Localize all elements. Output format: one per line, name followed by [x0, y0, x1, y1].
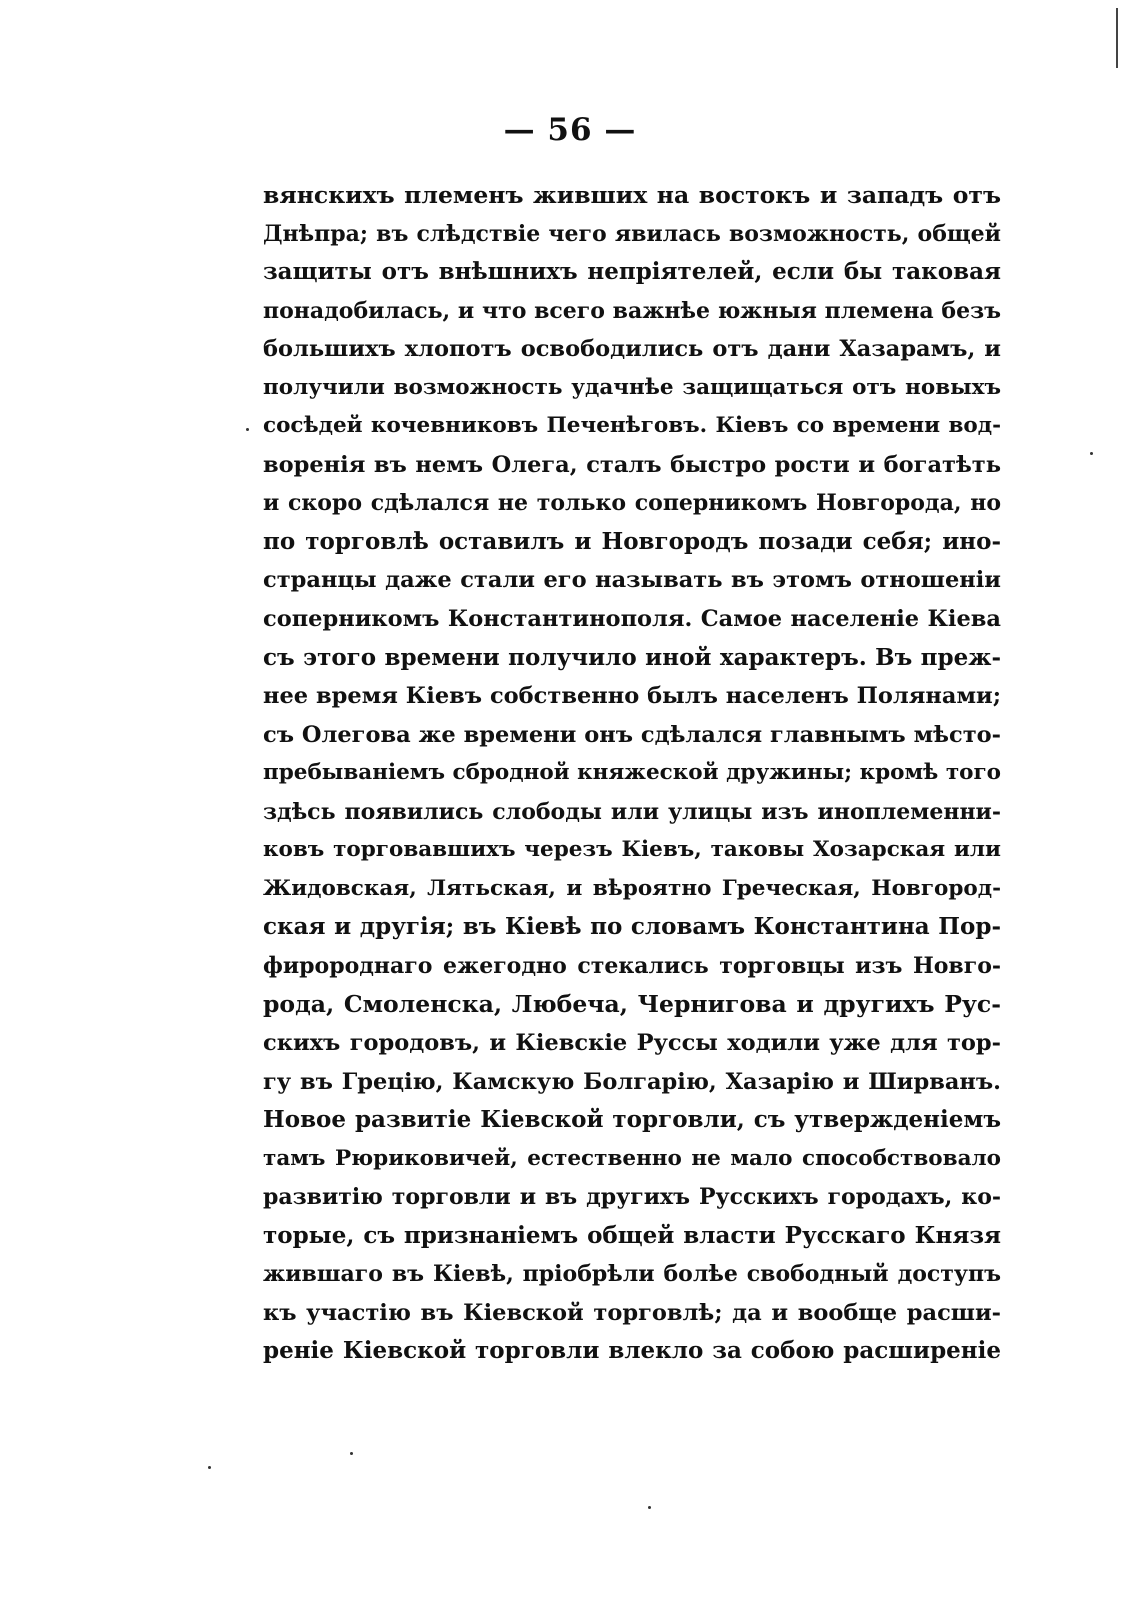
- text-line: Жидовская, Лятьская, и вѣроятно Греческая, Новгород-: [263, 875, 1001, 901]
- text-line: ковъ торговавшихъ черезъ Кіевъ, таковы Хозарская или: [263, 837, 1001, 863]
- page-edge-mark: [1116, 8, 1118, 68]
- text-line: реніе Кіевской торговли влекло за собою расширеніе: [263, 1337, 1001, 1365]
- scan-speck: [648, 1506, 651, 1509]
- text-line: нее время Кіевъ собственно былъ населенъ Полянами;: [263, 683, 1001, 710]
- text-line: къ участію въ Кіевской торговлѣ; да и вообще расши-: [263, 1299, 1001, 1326]
- text-line: странцы даже стали его называть въ этомъ отношеніи: [263, 567, 1001, 594]
- text-line: ская и другія; въ Кіевѣ по словамъ Константина Пор-: [263, 913, 1001, 941]
- text-line: сосѣдей кочевниковъ Печенѣговъ. Кіевъ со времени вод-: [263, 413, 1001, 439]
- text-line: соперникомъ Константинополя. Самое населеніе Кіева: [263, 606, 1001, 633]
- text-line: фиророднаго ежегодно стекались торговцы изъ Новго-: [263, 952, 1001, 979]
- scan-speck: [208, 1466, 211, 1469]
- scan-speck: [246, 428, 249, 431]
- text-line: и скоро сдѣлался не только соперникомъ Новгорода, но: [263, 490, 1001, 517]
- text-line: съ этого времени получило иной характеръ. Въ преж-: [263, 643, 1001, 671]
- text-line: воренія въ немъ Олега, сталъ быстро рости и богатѣть: [263, 451, 1001, 478]
- text-line: здѣсь появились слободы или улицы изъ иноплеменни-: [263, 798, 1001, 825]
- scan-speck: [350, 1452, 353, 1455]
- text-line: вянскихъ племенъ живших на востокъ и западъ отъ: [263, 181, 1001, 209]
- text-line: Днѣпра; въ слѣдствіе чего явилась возможность, общей: [263, 220, 1001, 247]
- text-line: получили возможность удачнѣе защищаться отъ новыхъ: [263, 374, 1001, 400]
- text-line: рода, Смоленска, Любеча, Чернигова и другихъ Рус-: [263, 990, 1001, 1019]
- text-line: пребываніемъ сбродной княжеской дружины; кромѣ того: [263, 760, 1001, 786]
- text-line: жившаго въ Кіевѣ, пріобрѣли болѣе свободный доступъ: [263, 1261, 1001, 1288]
- text-line: по торговлѣ оставилъ и Новгородъ позади себя; ино-: [263, 527, 1001, 555]
- text-line: защиты отъ внѣшнихъ непріятелей, если бы таковая: [263, 258, 1001, 286]
- text-line: большихъ хлопотъ освободились отъ дани Хазарамъ, и: [263, 336, 1001, 363]
- page-number: — 56 —: [503, 112, 637, 148]
- body-text: [263, 176, 1001, 1371]
- text-line: скихъ городовъ, и Кіевскіе Руссы ходили уже для тор-: [263, 1030, 1001, 1057]
- text-line: понадобилась, и что всего важнѣе южныя племена безъ: [263, 297, 1001, 324]
- text-line: Новое развитіе Кіевской торговли, съ утвержденіемъ: [263, 1106, 1001, 1134]
- text-line: гу въ Грецію, Камскую Болгарію, Хазарію и Ширванъ.: [263, 1068, 1001, 1095]
- text-line: съ Олегова же времени онъ сдѣлался главнымъ мѣсто-: [263, 721, 1001, 748]
- scan-speck: [1090, 452, 1093, 455]
- text-line: развитію торговли и въ другихъ Русскихъ городахъ, ко-: [263, 1184, 1001, 1211]
- text-line: торые, съ признаніемъ общей власти Русскаго Князя: [263, 1221, 1001, 1249]
- text-line: тамъ Рюриковичей, естественно не мало способствовало: [263, 1145, 1001, 1171]
